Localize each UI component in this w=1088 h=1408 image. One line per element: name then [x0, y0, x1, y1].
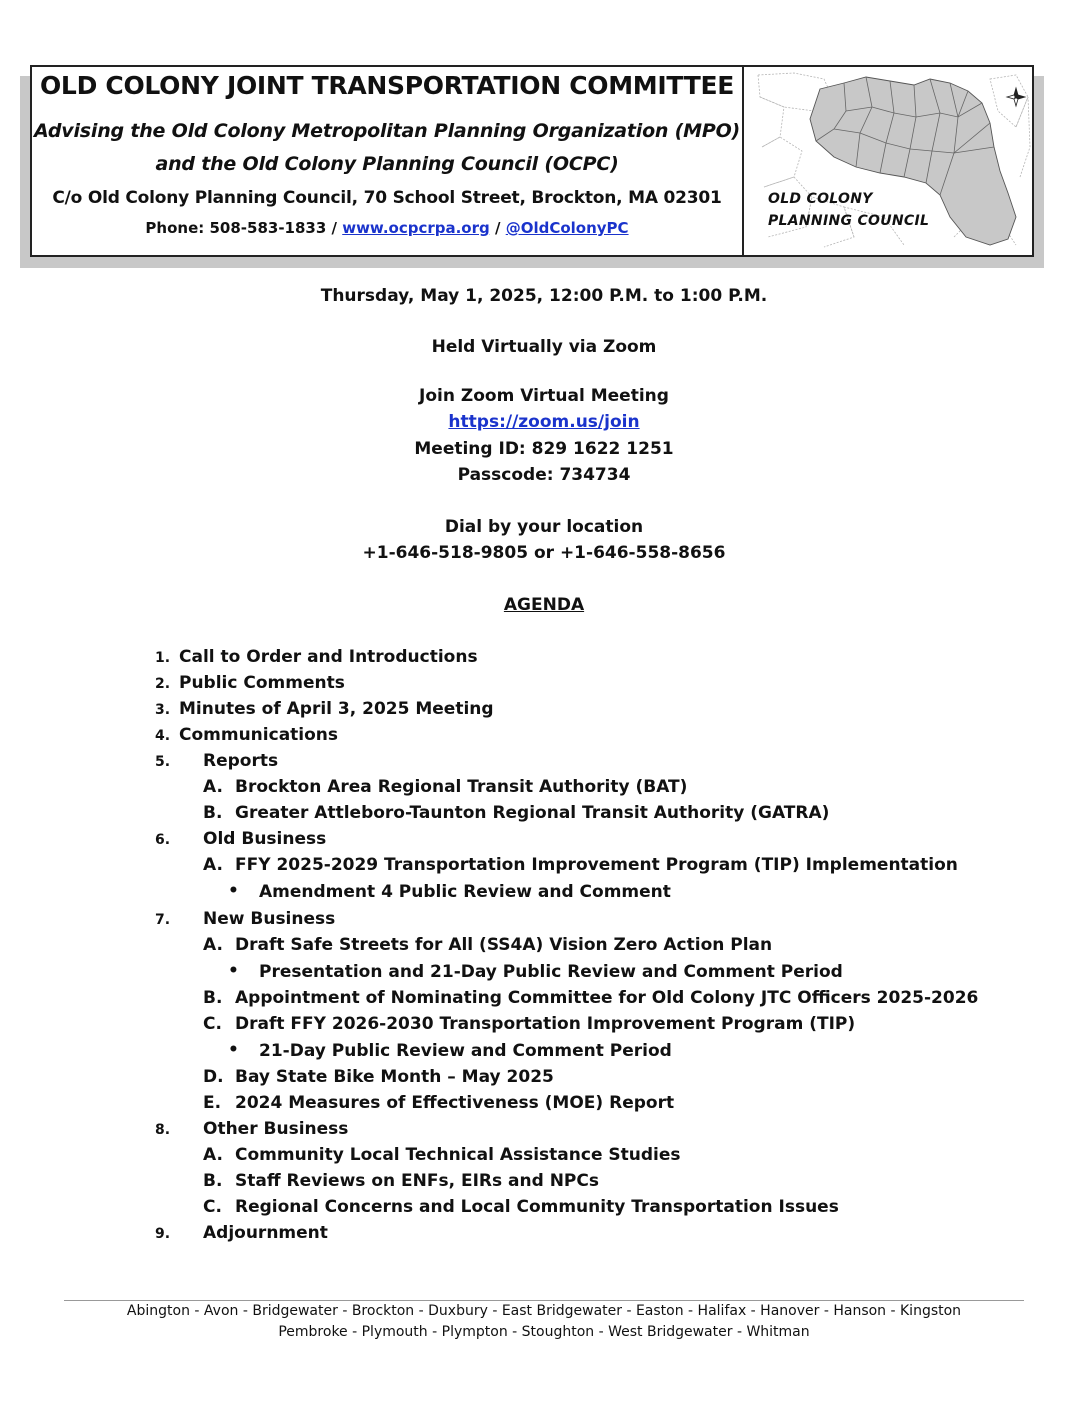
agenda-item-number: 1.	[155, 650, 171, 666]
contact-line	[32, 219, 742, 237]
dial-numbers: +1-646-518-9805 or +1-646-558-8656	[362, 543, 726, 563]
agenda-item-number: 6.	[155, 832, 171, 848]
agenda-item-label: Other Business	[203, 1119, 349, 1139]
map-label-line-2: PLANNING COUNCIL	[768, 213, 930, 229]
subitem-letter: B.	[203, 988, 223, 1008]
bullet-icon: •	[228, 961, 239, 981]
subitem-letter: A.	[203, 1145, 223, 1165]
subitem-letter: B.	[203, 803, 223, 823]
footer-divider	[64, 1300, 1024, 1301]
agenda-heading-line	[0, 595, 1088, 615]
zoom-link[interactable]: https://zoom.us/join	[448, 412, 640, 432]
member-towns-line-1: Abington - Avon - Bridgewater - Brockton - Duxbury - East Bridgewater - Easton - Halifax - Hanover - Hanson - Kingston	[126, 1303, 962, 1319]
agenda-item-number: 9.	[155, 1226, 171, 1242]
subtitle-line-1: Advising the Old Colony Metropolitan Planning Organization (MPO)	[33, 120, 741, 142]
meeting-id: Meeting ID: 829 1622 1251	[414, 439, 674, 459]
subitem-label: Draft Safe Streets for All (SS4A) Vision Zero Action Plan	[235, 935, 773, 955]
agenda-item-number: 8.	[155, 1122, 171, 1138]
region-map	[754, 67, 1032, 249]
bullet-label: 21-Day Public Review and Comment Period	[259, 1041, 672, 1061]
social-link[interactable]: @OldColonyPC	[505, 219, 629, 237]
subitem-label: Greater Attleboro-Taunton Regional Transit Authority (GATRA)	[235, 803, 830, 823]
agenda-item-label: Communications	[179, 725, 339, 745]
zoom-link-line	[0, 412, 1088, 432]
agenda-item-label: Call to Order and Introductions	[179, 647, 478, 667]
subitem-label: 2024 Measures of Effectiveness (MOE) Report	[235, 1093, 675, 1113]
subitem-label: Regional Concerns and Local Community Transportation Issues	[235, 1197, 839, 1217]
bullet-icon: •	[228, 881, 239, 901]
website-link[interactable]: www.ocpcrpa.org	[342, 219, 490, 237]
agenda-item-label: Minutes of April 3, 2025 Meeting	[179, 699, 494, 719]
agenda-item-label: Reports	[203, 751, 279, 771]
member-towns-line-2: Pembroke - Plymouth - Plympton - Stoughton - West Bridgewater - Whitman	[278, 1324, 810, 1340]
agenda-item-number: 7.	[155, 912, 171, 928]
agenda-item-label: New Business	[203, 909, 336, 929]
letterhead	[30, 65, 1034, 257]
mailing-address: C/o Old Colony Planning Council, 70 School Street, Brockton, MA 02301	[52, 188, 722, 208]
contact-separator: /	[489, 219, 506, 237]
meeting-passcode: Passcode: 734734	[457, 465, 631, 485]
subitem-letter: B.	[203, 1171, 223, 1191]
agenda-item-number: 2.	[155, 676, 171, 692]
agenda-item-label: Adjournment	[203, 1223, 328, 1243]
meeting-venue: Held Virtually via Zoom	[431, 337, 657, 357]
phone-text: Phone: 508-583-1833 /	[145, 219, 343, 237]
subitem-label: FFY 2025-2029 Transportation Improvement Program (TIP) Implementation	[235, 855, 958, 875]
agenda-item-number: 4.	[155, 728, 171, 744]
subitem-label: Staff Reviews on ENFs, EIRs and NPCs	[235, 1171, 599, 1191]
agenda-item-label: Public Comments	[179, 673, 345, 693]
letterhead-divider	[742, 67, 744, 255]
subitem-letter: A.	[203, 935, 223, 955]
agenda-heading: AGENDA	[503, 595, 585, 615]
subitem-letter: D.	[203, 1067, 224, 1087]
agenda-item-number: 5.	[155, 754, 171, 770]
subitem-letter: C.	[203, 1014, 222, 1034]
zoom-heading: Join Zoom Virtual Meeting	[419, 386, 669, 406]
agenda-item-number: 3.	[155, 702, 171, 718]
subitem-letter: E.	[203, 1093, 222, 1113]
subitem-label: Bay State Bike Month – May 2025	[235, 1067, 554, 1087]
bullet-label: Presentation and 21-Day Public Review and Comment Period	[259, 962, 843, 982]
map-label-line-1: OLD COLONY	[768, 191, 873, 207]
meeting-datetime: Thursday, May 1, 2025, 12:00 P.M. to 1:00 P.M.	[320, 286, 768, 306]
subitem-letter: C.	[203, 1197, 222, 1217]
subitem-letter: A.	[203, 855, 223, 875]
agenda-item-label: Old Business	[203, 829, 327, 849]
subitem-label: Draft FFY 2026-2030 Transportation Improvement Program (TIP)	[235, 1014, 856, 1034]
subitem-label: Brockton Area Regional Transit Authority (BAT)	[235, 777, 688, 797]
subitem-label: Community Local Technical Assistance Studies	[235, 1145, 681, 1165]
letterhead-text	[32, 67, 742, 255]
subtitle-line-2: and the Old Colony Planning Council (OCPC)	[155, 153, 619, 175]
committee-title: OLD COLONY JOINT TRANSPORTATION COMMITTEE	[39, 71, 735, 100]
dial-heading: Dial by your location	[444, 517, 644, 537]
subitem-letter: A.	[203, 777, 223, 797]
subitem-label: Appointment of Nominating Committee for Old Colony JTC Officers 2025-2026	[235, 988, 979, 1008]
bullet-icon: •	[228, 1040, 239, 1060]
bullet-label: Amendment 4 Public Review and Comment	[259, 882, 671, 902]
